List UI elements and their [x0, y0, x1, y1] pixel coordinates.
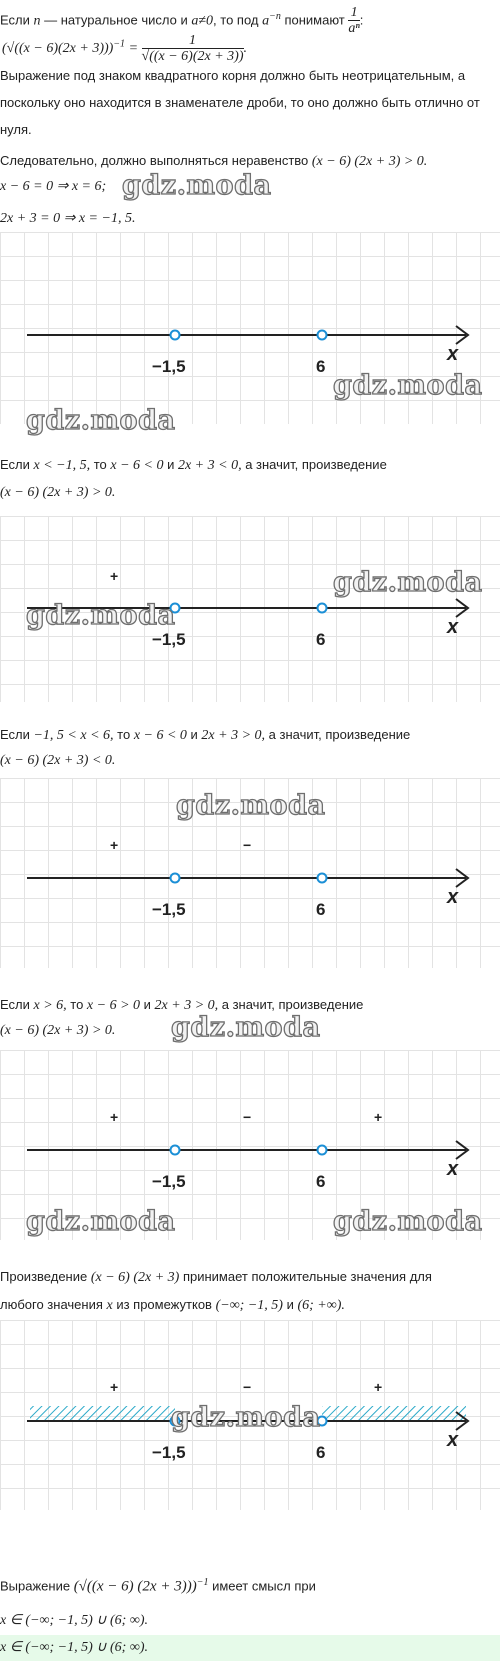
factor1-sign: x − 6 < 0 [133, 728, 187, 743]
watermark-logo: gdz.moda [171, 1012, 321, 1043]
intro-text: понимают [280, 12, 349, 28]
watermark-logo: gdz.moda [26, 600, 176, 631]
product-text: из промежутков [112, 1297, 216, 1312]
interval-right: (6; +∞). [297, 1298, 345, 1313]
equals: = [125, 41, 142, 57]
colon: : [359, 12, 364, 28]
hatch-right-interval [322, 1406, 466, 1421]
paragraph-text: Следовательно, должно выполняться неравенство [0, 153, 312, 168]
factor2-sign: 2x + 3 > 0, [201, 728, 266, 743]
case-text: то [113, 727, 134, 742]
exponent: −1 [196, 1577, 209, 1588]
final-text: имеет смысл при [208, 1578, 316, 1594]
case3-result: (x − 6) (2x + 3) > 0. [0, 1023, 116, 1038]
var-x: x [106, 1298, 113, 1313]
product-text: любого значения [0, 1297, 107, 1312]
formula-lhs: (√((x − 6)(2x + 3))) [2, 41, 114, 57]
case1-line [0, 456, 387, 475]
tick-label-6: 6 [316, 630, 326, 649]
case-text: и [140, 997, 155, 1012]
condition-a: a≠0 [191, 13, 214, 29]
case-condition: −1, 5 < x < 6, [33, 728, 114, 743]
intro-text: — натуральное число и [40, 12, 192, 28]
final-expression: (√((x − 6) (2x + 3))) [73, 1578, 197, 1595]
intro-text: Если [0, 12, 34, 28]
factor1-sign: x − 6 > 0 [86, 998, 141, 1013]
product-line-2 [0, 1296, 345, 1315]
inequality: (x − 6) (2x + 3) > 0. [311, 154, 428, 169]
axis-x-label: x [447, 1429, 459, 1451]
intro-line [0, 6, 363, 36]
answer-text: x ∈ (−∞; −1, 5) ∪ (6; ∞). [0, 1640, 148, 1655]
point-6 [318, 604, 327, 613]
fraction-denominator: aⁿ [348, 21, 360, 36]
tick-label-6: 6 [316, 1443, 326, 1462]
watermark-logo: gdz.moda [122, 170, 272, 201]
watermark-logo: gdz.moda [333, 567, 483, 598]
sign-minus-middle: − [243, 1109, 252, 1125]
var-n: n [33, 13, 41, 29]
watermark-logo: gdz.moda [26, 405, 176, 436]
watermark-logo: gdz.moda [333, 370, 483, 401]
intro-text: , то под [213, 12, 263, 28]
var-a: a [262, 13, 270, 29]
watermark-logo: gdz.moda [171, 1402, 321, 1433]
case1-result: (x − 6) (2x + 3) > 0. [0, 485, 116, 500]
factor2-sign: 2x + 3 < 0, [177, 458, 242, 473]
case-text: и [163, 457, 178, 472]
product-text: Произведение [0, 1269, 91, 1284]
watermark-logo: gdz.moda [176, 790, 326, 821]
factor2-sign: 2x + 3 > 0, [154, 998, 219, 1013]
point-6 [318, 1146, 327, 1155]
sign-plus-left: + [110, 1109, 119, 1125]
tick-label-6: 6 [316, 900, 326, 919]
point-minus-1-5 [171, 331, 180, 340]
fraction-numerator: 1 [142, 34, 244, 49]
exponent: −1 [113, 38, 126, 50]
paragraph-domain: Выражение под знаком квадратного корня должно быть неотрицательным, а поскольку оно находится в знаменателе дроби, то оно должно быть отлично от нуля. [0, 68, 480, 137]
tick-label-minus-1-5: −1,5 [152, 900, 186, 919]
fraction [348, 6, 359, 36]
case-text: а значит, произведение [241, 457, 387, 472]
point-minus-1-5 [171, 1146, 180, 1155]
case-text: и [186, 727, 202, 742]
factor1-sign: x − 6 < 0 [110, 458, 164, 473]
sign-plus-right: + [374, 1109, 383, 1125]
fraction [142, 34, 244, 64]
final-line [0, 1574, 316, 1595]
case-text: Если [0, 997, 34, 1012]
case-text: то [66, 997, 87, 1012]
case-text: а значит, произведение [218, 997, 364, 1012]
fraction-denominator: √((x − 6)(2x + 3)) [141, 49, 244, 64]
tick-label-6: 6 [316, 357, 326, 376]
case-condition: x > 6, [33, 998, 67, 1013]
product-line-1 [0, 1268, 432, 1287]
answer-box [0, 1635, 500, 1661]
exponent: −n [269, 11, 281, 23]
tick-label-minus-1-5: −1,5 [152, 630, 186, 649]
case-text: Если [0, 727, 34, 742]
equation-root1: x − 6 = 0 ⇒ x = 6; [0, 179, 107, 194]
definition-formula [2, 34, 247, 64]
case-text: Если [0, 457, 34, 472]
point-6 [318, 331, 327, 340]
axis-x-label: x [447, 343, 459, 365]
case2-line [0, 726, 410, 745]
final-text: Выражение [0, 1578, 74, 1594]
sign-minus-middle: − [243, 837, 252, 853]
tick-label-6: 6 [316, 1172, 326, 1191]
case-text: а значит, произведение [265, 727, 411, 742]
tick-label-minus-1-5: −1,5 [152, 1172, 186, 1191]
tick-label-minus-1-5: −1,5 [152, 357, 186, 376]
case-condition: x < −1, 5, [33, 458, 91, 473]
sign-plus-left: + [110, 568, 119, 584]
point-6 [318, 874, 327, 883]
sign-plus-left: + [110, 1379, 119, 1395]
point-minus-1-5 [171, 874, 180, 883]
case2-result: (x − 6) (2x + 3) < 0. [0, 753, 116, 768]
product-text: и [282, 1297, 298, 1312]
sign-minus-middle: − [243, 1379, 252, 1395]
inequality-line [0, 152, 427, 171]
fraction-numerator: 1 [348, 6, 359, 21]
sign-plus-left: + [110, 837, 119, 853]
axis-x-label: x [447, 616, 459, 638]
axis-x-label: x [447, 886, 459, 908]
equation-root2: 2x + 3 = 0 ⇒ x = −1, 5. [0, 211, 136, 226]
interval-left: (−∞; −1, 5) [215, 1298, 283, 1313]
watermark-logo: gdz.moda [26, 1206, 176, 1237]
hatch-left-interval [30, 1406, 175, 1421]
product-text: принимает положительные значения для [179, 1269, 432, 1284]
sign-plus-right: + [374, 1379, 383, 1395]
case-text: то [90, 457, 111, 472]
watermark-logo: gdz.moda [333, 1206, 483, 1237]
axis-x-label: x [447, 1158, 459, 1180]
tick-label-minus-1-5: −1,5 [152, 1443, 186, 1462]
period: . [243, 41, 247, 57]
final-set: x ∈ (−∞; −1, 5) ∪ (6; ∞). [0, 1613, 148, 1628]
product-expression: (x − 6) (2x + 3) [90, 1270, 180, 1285]
